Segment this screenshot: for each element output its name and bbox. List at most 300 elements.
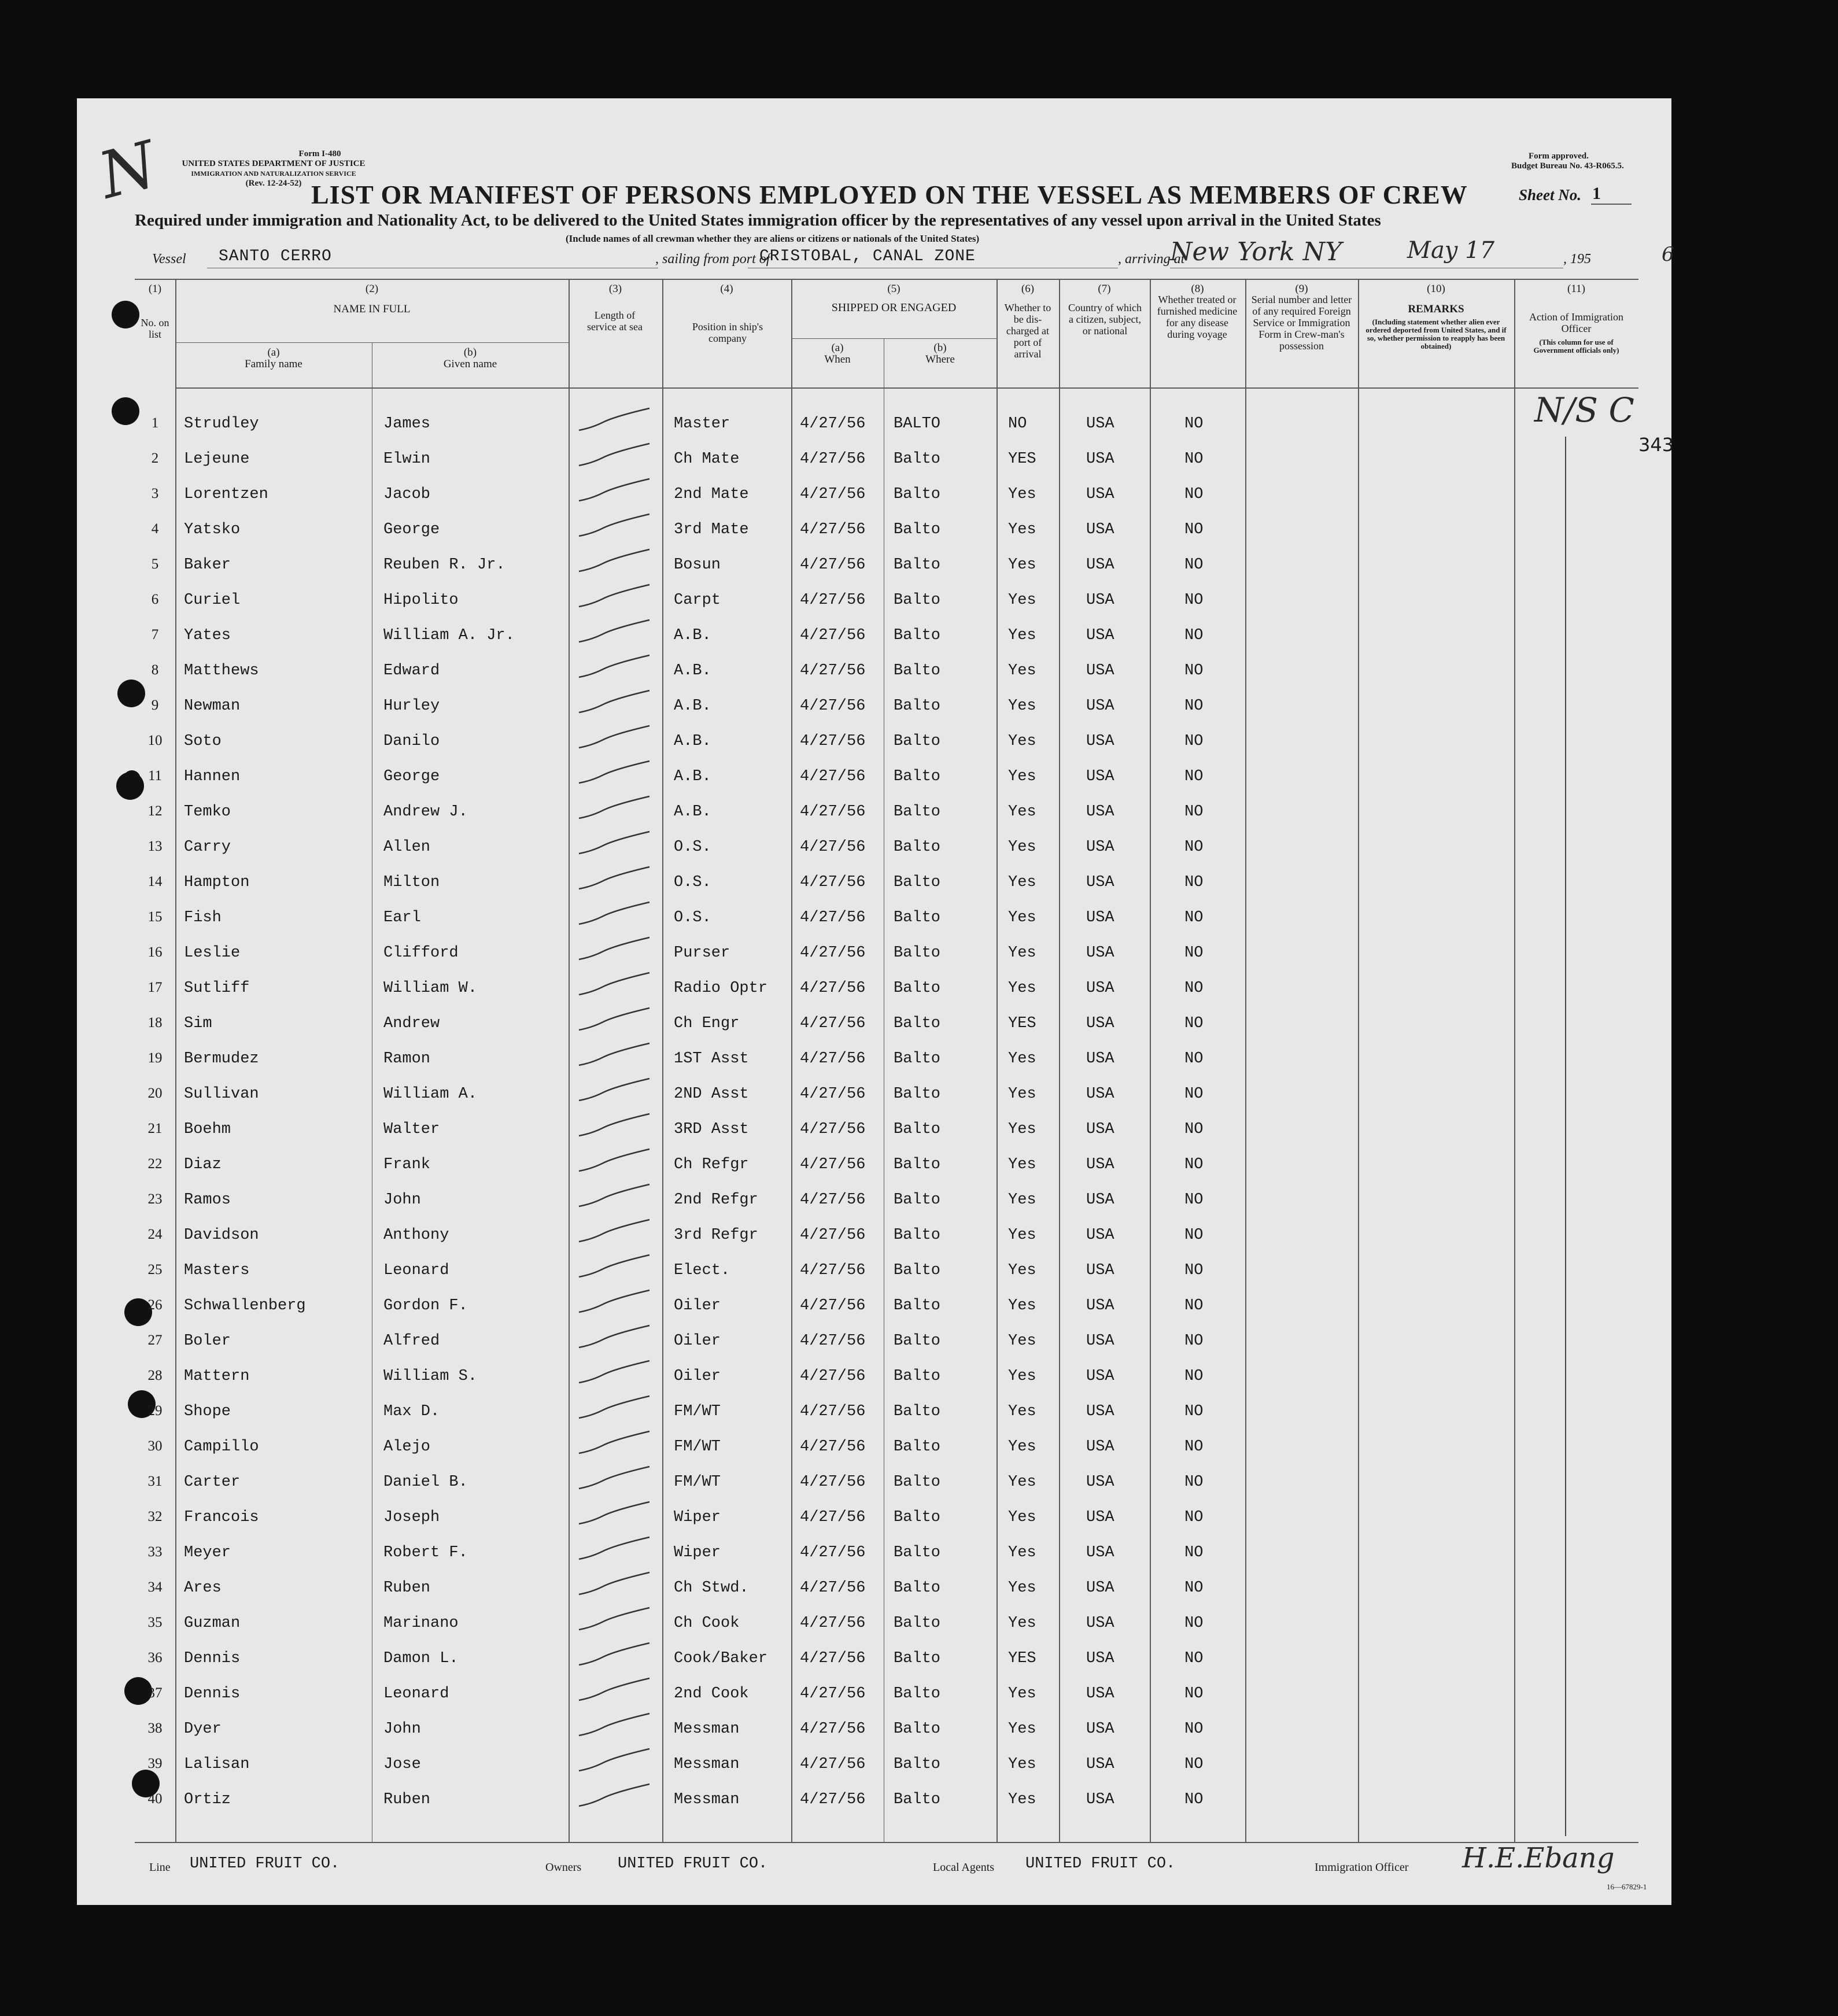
col-name-in-full: NAME IN FULL	[333, 303, 411, 315]
crew-where: Balto	[894, 1579, 941, 1597]
action-note: (This column for use of Government officials only)	[1533, 338, 1619, 355]
crew-given: Anthony	[383, 1227, 449, 1244]
service-check-mark	[574, 1604, 655, 1633]
crew-position: Bosun	[674, 556, 721, 574]
officer-label: Immigration Officer	[1315, 1861, 1409, 1874]
col-serial-number: Serial number and letter of any required Foreign Service or Immigration Form in Crew-man's possession	[1251, 294, 1352, 352]
crew-where: Balto	[894, 1332, 941, 1350]
col-divider	[1358, 279, 1359, 1842]
crew-where: Balto	[894, 1085, 941, 1103]
crew-treated: NO	[1184, 1227, 1204, 1244]
service-check-mark	[574, 546, 655, 575]
crew-when: 4/27/56	[800, 1297, 866, 1315]
crew-country: USA	[1086, 1791, 1114, 1808]
crew-treated: NO	[1184, 1474, 1204, 1491]
service-check-mark	[574, 758, 655, 787]
crew-given: Clifford	[383, 944, 459, 962]
crew-discharged: Yes	[1008, 1544, 1036, 1561]
crew-when: 4/27/56	[800, 1050, 866, 1068]
crew-family: Yates	[184, 627, 231, 644]
crew-no: 39	[147, 1756, 163, 1771]
crew-country: USA	[1086, 556, 1114, 574]
crew-when: 4/27/56	[800, 1685, 866, 1703]
crew-where: Balto	[894, 1156, 941, 1173]
crew-position: 2nd Mate	[674, 486, 749, 503]
col-no-on-list: No. on list	[141, 317, 169, 340]
col-length-of-service: Length of service at sea	[587, 309, 643, 333]
service-check-mark	[574, 1569, 655, 1598]
crew-when: 4/27/56	[800, 486, 866, 503]
crew-when: 4/27/56	[800, 874, 866, 891]
service-check-mark	[574, 1393, 655, 1421]
crew-no: 40	[147, 1791, 163, 1807]
crew-family: Leslie	[184, 944, 241, 962]
crew-treated: NO	[1184, 415, 1204, 433]
service: IMMIGRATION AND NATURALIZATION SERVICE	[191, 169, 356, 178]
crew-no: 16	[147, 944, 163, 960]
crew-position: A.B.	[674, 803, 711, 821]
crew-when: 4/27/56	[800, 1227, 866, 1244]
crew-no: 13	[147, 839, 163, 854]
family-a: (a)	[267, 346, 280, 359]
crew-treated: NO	[1184, 1756, 1204, 1773]
crew-discharged: Yes	[1008, 1720, 1036, 1738]
crew-when: 4/27/56	[800, 451, 866, 468]
crew-family: Bermudez	[184, 1050, 259, 1068]
crew-country: USA	[1086, 909, 1114, 926]
crew-discharged: Yes	[1008, 1332, 1036, 1350]
crew-where: Balto	[894, 839, 941, 856]
crew-country: USA	[1086, 980, 1114, 997]
crew-no: 34	[147, 1579, 163, 1595]
where-b: (b)	[933, 342, 947, 354]
crew-treated: NO	[1184, 592, 1204, 609]
crew-where: Balto	[894, 1368, 941, 1385]
service-check-mark	[574, 1463, 655, 1492]
crew-no: 37	[147, 1685, 163, 1701]
crew-no: 32	[147, 1509, 163, 1524]
service-check-mark	[574, 1498, 655, 1527]
crew-family: Yatsko	[184, 521, 241, 538]
crew-position: Carpt	[674, 592, 721, 609]
crew-given: Robert F.	[383, 1544, 468, 1561]
crew-country: USA	[1086, 1332, 1114, 1350]
crew-country: USA	[1086, 1050, 1114, 1068]
crew-position: Cook/Baker	[674, 1650, 768, 1667]
crew-given: Milton	[383, 874, 440, 891]
crew-treated: NO	[1184, 1121, 1204, 1138]
crew-family: Ortiz	[184, 1791, 231, 1808]
crew-given: Allen	[383, 839, 431, 856]
crew-family: Lorentzen	[184, 486, 268, 503]
col11-number: (11)	[1567, 283, 1585, 295]
crew-discharged: Yes	[1008, 768, 1036, 785]
col-divider	[1245, 279, 1246, 1842]
col-action: Action of Immigration Officer	[1529, 311, 1623, 334]
crew-position: Ch Engr	[674, 1015, 740, 1032]
col-when: When	[824, 353, 851, 365]
crew-discharged: Yes	[1008, 1474, 1036, 1491]
sheet-label: Sheet No.	[1519, 186, 1581, 204]
crew-treated: NO	[1184, 1368, 1204, 1385]
crew-treated: NO	[1184, 733, 1204, 750]
crew-no: 6	[151, 592, 159, 607]
crew-when: 4/27/56	[800, 1720, 866, 1738]
crew-when: 4/27/56	[800, 1332, 866, 1350]
crew-treated: NO	[1184, 1191, 1204, 1209]
crew-where: Balto	[894, 1720, 941, 1738]
crew-family: Boler	[184, 1332, 231, 1350]
crew-discharged: Yes	[1008, 1085, 1036, 1103]
col-divider	[662, 279, 663, 1842]
crew-discharged: Yes	[1008, 1403, 1036, 1420]
crew-no: 38	[147, 1720, 163, 1736]
crew-no: 30	[147, 1438, 163, 1454]
crew-where: Balto	[894, 1050, 941, 1068]
service-check-mark	[574, 934, 655, 963]
crew-country: USA	[1086, 1685, 1114, 1703]
crew-no: 23	[147, 1191, 163, 1207]
service-check-mark	[574, 1110, 655, 1139]
service-check-mark	[574, 828, 655, 857]
crew-when: 4/27/56	[800, 592, 866, 609]
crew-country: USA	[1086, 839, 1114, 856]
margin-mark: N	[91, 127, 165, 213]
crew-position: Elect.	[674, 1262, 730, 1279]
crew-no: 20	[147, 1085, 163, 1101]
crew-treated: NO	[1184, 839, 1204, 856]
crew-where: Balto	[894, 944, 941, 962]
year-prefix: , 195	[1563, 252, 1591, 267]
service-check-mark	[574, 1710, 655, 1739]
crew-given: Hurley	[383, 697, 440, 715]
revision: (Rev. 12-24-52)	[245, 179, 302, 188]
crew-discharged: Yes	[1008, 1791, 1036, 1808]
crew-country: USA	[1086, 1509, 1114, 1526]
crew-discharged: Yes	[1008, 944, 1036, 962]
crew-family: Dyer	[184, 1720, 222, 1738]
col-where: Where	[925, 353, 955, 365]
service-check-mark	[574, 1640, 655, 1668]
crew-where: Balto	[894, 662, 941, 680]
crew-discharged: Yes	[1008, 1368, 1036, 1385]
crew-given: Joseph	[383, 1509, 440, 1526]
crew-where: Balto	[894, 1509, 941, 1526]
crew-when: 4/27/56	[800, 1015, 866, 1032]
crew-position: Oiler	[674, 1332, 721, 1350]
crew-where: Balto	[894, 803, 941, 821]
crew-family: Fish	[184, 909, 222, 926]
service-check-mark	[574, 1181, 655, 1210]
table-top-border	[135, 279, 1638, 280]
crew-position: Radio Optr	[674, 980, 768, 997]
crew-given: Ruben	[383, 1579, 431, 1597]
crew-family: Ares	[184, 1579, 222, 1597]
crew-position: Purser	[674, 944, 730, 962]
crew-where: Balto	[894, 1227, 941, 1244]
crew-country: USA	[1086, 1474, 1114, 1491]
crew-treated: NO	[1184, 1509, 1204, 1526]
service-check-mark	[574, 899, 655, 928]
crew-given: George	[383, 768, 440, 785]
crew-position: Ch Stwd.	[674, 1579, 749, 1597]
crew-given: Walter	[383, 1121, 440, 1138]
crew-country: USA	[1086, 521, 1114, 538]
crew-treated: NO	[1184, 697, 1204, 715]
service-check-mark	[574, 1675, 655, 1704]
crew-family: Meyer	[184, 1544, 231, 1561]
crew-no: 8	[151, 662, 159, 678]
crew-discharged: Yes	[1008, 1121, 1036, 1138]
crew-family: Soto	[184, 733, 222, 750]
service-check-mark	[574, 581, 655, 610]
crew-discharged: Yes	[1008, 980, 1036, 997]
crew-when: 4/27/56	[800, 803, 866, 821]
crew-family: Curiel	[184, 592, 241, 609]
crew-treated: NO	[1184, 874, 1204, 891]
crew-position: FM/WT	[674, 1403, 721, 1420]
crew-no: 33	[147, 1544, 163, 1560]
form-approved: Form approved.	[1529, 152, 1589, 161]
service-check-mark	[574, 1534, 655, 1563]
crew-where: Balto	[894, 1191, 941, 1209]
crew-no: 4	[151, 521, 159, 537]
crew-no: 24	[147, 1227, 163, 1242]
crew-position: Master	[674, 415, 730, 433]
crew-discharged: Yes	[1008, 697, 1036, 715]
crew-where: Balto	[894, 768, 941, 785]
crew-position: 2nd Cook	[674, 1685, 749, 1703]
crew-when: 4/27/56	[800, 1474, 866, 1491]
department: UNITED STATES DEPARTMENT OF JUSTICE	[182, 159, 366, 168]
crew-when: 4/27/56	[800, 521, 866, 538]
crew-given: Frank	[383, 1156, 431, 1173]
service-check-mark	[574, 969, 655, 998]
crew-position: Messman	[674, 1720, 740, 1738]
crew-country: USA	[1086, 486, 1114, 503]
action-mark: N/S C	[1534, 390, 1634, 430]
arrival-date: May 17	[1407, 237, 1495, 264]
crew-given: Leonard	[383, 1262, 449, 1279]
crew-family: Mattern	[184, 1368, 250, 1385]
crew-no: 17	[147, 980, 163, 995]
crew-family: Diaz	[184, 1156, 222, 1173]
subtitle: Required under immigration and Nationality Act, to be delivered to the United States immigration officer by the representatives of any vessel upon arrival in the United States	[135, 211, 1381, 230]
crew-family: Carry	[184, 839, 231, 856]
budget-number: Budget Bureau No. 43-R065.5.	[1511, 161, 1624, 171]
crew-treated: NO	[1184, 1685, 1204, 1703]
crew-given: Alfred	[383, 1332, 440, 1350]
crew-when: 4/27/56	[800, 627, 866, 644]
crew-given: Marinano	[383, 1615, 459, 1632]
service-check-mark	[574, 1322, 655, 1351]
crew-treated: NO	[1184, 1791, 1204, 1808]
crew-where: Balto	[894, 1615, 941, 1632]
crew-family: Hampton	[184, 874, 250, 891]
crew-country: USA	[1086, 1720, 1114, 1738]
crew-where: BALTO	[894, 415, 941, 433]
crew-given: William W.	[383, 980, 478, 997]
crew-position: A.B.	[674, 627, 711, 644]
crew-family: Masters	[184, 1262, 250, 1279]
agents-label: Local Agents	[933, 1861, 995, 1874]
col-divider	[1514, 279, 1515, 1842]
crew-position: Messman	[674, 1791, 740, 1808]
crew-where: Balto	[894, 521, 941, 538]
crew-treated: NO	[1184, 944, 1204, 962]
crew-no: 10	[147, 733, 163, 748]
crew-family: Lalisan	[184, 1756, 250, 1773]
crew-position: A.B.	[674, 697, 711, 715]
crew-position: A.B.	[674, 733, 711, 750]
crew-when: 4/27/56	[800, 1544, 866, 1561]
service-check-mark	[574, 511, 655, 540]
crew-no: 28	[147, 1368, 163, 1383]
crew-treated: NO	[1184, 451, 1204, 468]
crew-when: 4/27/56	[800, 1191, 866, 1209]
crew-given: Gordon F.	[383, 1297, 468, 1315]
crew-when: 4/27/56	[800, 1650, 866, 1667]
crew-given: Elwin	[383, 451, 431, 468]
crew-no: 5	[151, 556, 159, 572]
action-number: 343	[1638, 434, 1674, 456]
crew-where: Balto	[894, 1756, 941, 1773]
crew-when: 4/27/56	[800, 697, 866, 715]
col2-number: (2)	[365, 283, 379, 295]
crew-no: 2	[151, 451, 159, 466]
departure-port: CRISTOBAL, CANAL ZONE	[759, 248, 976, 265]
crew-where: Balto	[894, 909, 941, 926]
crew-given: Andrew	[383, 1015, 440, 1032]
crew-treated: NO	[1184, 1579, 1204, 1597]
crew-country: USA	[1086, 592, 1114, 609]
crew-when: 4/27/56	[800, 1262, 866, 1279]
crew-position: O.S.	[674, 874, 711, 891]
crew-when: 4/27/56	[800, 944, 866, 962]
crew-discharged: Yes	[1008, 1262, 1036, 1279]
col-divider	[1059, 279, 1060, 1842]
crew-position: 2ND Asst	[674, 1085, 749, 1103]
crew-given: Max D.	[383, 1403, 440, 1420]
crew-family: Dennis	[184, 1685, 241, 1703]
col10-number: (10)	[1427, 283, 1445, 295]
service-check-mark	[574, 1146, 655, 1175]
service-check-mark	[574, 1251, 655, 1280]
crew-discharged: Yes	[1008, 874, 1036, 891]
crew-discharged: Yes	[1008, 592, 1036, 609]
crew-discharged: Yes	[1008, 1438, 1036, 1456]
crew-treated: NO	[1184, 627, 1204, 644]
crew-discharged: Yes	[1008, 803, 1036, 821]
crew-treated: NO	[1184, 1438, 1204, 1456]
crew-when: 4/27/56	[800, 733, 866, 750]
crew-treated: NO	[1184, 1050, 1204, 1068]
crew-when: 4/27/56	[800, 768, 866, 785]
crew-no: 26	[147, 1297, 163, 1313]
crew-when: 4/27/56	[800, 1756, 866, 1773]
crew-position: Ch Cook	[674, 1615, 740, 1632]
crew-when: 4/27/56	[800, 1791, 866, 1808]
crew-discharged: Yes	[1008, 733, 1036, 750]
crew-given: Ruben	[383, 1791, 431, 1808]
crew-given: Earl	[383, 909, 421, 926]
crew-family: Ramos	[184, 1191, 231, 1209]
crew-no: 25	[147, 1262, 163, 1277]
when-a: (a)	[831, 342, 844, 354]
service-check-mark	[574, 1040, 655, 1069]
crew-treated: NO	[1184, 980, 1204, 997]
crew-given: William A. Jr.	[383, 627, 515, 644]
crew-family: Boehm	[184, 1121, 231, 1138]
crew-given: Daniel B.	[383, 1474, 468, 1491]
crew-discharged: Yes	[1008, 1191, 1036, 1209]
crew-no: 11	[147, 768, 163, 784]
vessel-name: SANTO CERRO	[219, 248, 332, 265]
year-digit: 6	[1662, 243, 1674, 266]
crew-no: 21	[147, 1121, 163, 1136]
crew-country: USA	[1086, 1121, 1114, 1138]
crew-family: Lejeune	[184, 451, 250, 468]
crew-country: USA	[1086, 1085, 1114, 1103]
crew-when: 4/27/56	[800, 415, 866, 433]
crew-discharged: Yes	[1008, 1579, 1036, 1597]
crew-country: USA	[1086, 1015, 1114, 1032]
crew-when: 4/27/56	[800, 980, 866, 997]
crew-given: Ramon	[383, 1050, 431, 1068]
crew-no: 31	[147, 1474, 163, 1489]
crew-when: 4/27/56	[800, 662, 866, 680]
col-position: Position in ship's company	[692, 321, 763, 344]
crew-position: A.B.	[674, 768, 711, 785]
crew-given: Reuben R. Jr.	[383, 556, 505, 574]
crew-family: Dennis	[184, 1650, 241, 1667]
col5-number: (5)	[887, 283, 900, 295]
crew-treated: NO	[1184, 1615, 1204, 1632]
crew-position: 3RD Asst	[674, 1121, 749, 1138]
service-check-mark	[574, 1075, 655, 1104]
sheet-number: 1	[1592, 184, 1601, 203]
crew-discharged: Yes	[1008, 1509, 1036, 1526]
crew-country: USA	[1086, 768, 1114, 785]
crew-country: USA	[1086, 1297, 1114, 1315]
crew-family: Sutliff	[184, 980, 250, 997]
crew-no: 12	[147, 803, 163, 819]
crew-family: Carter	[184, 1474, 241, 1491]
crew-treated: NO	[1184, 1403, 1204, 1420]
approval-block	[1511, 152, 1624, 171]
crew-discharged: YES	[1008, 1015, 1036, 1032]
action-handwritten-line	[1565, 437, 1566, 1836]
crew-where: Balto	[894, 980, 941, 997]
crew-no: 7	[151, 627, 159, 643]
crew-treated: NO	[1184, 1650, 1204, 1667]
crew-discharged: Yes	[1008, 627, 1036, 644]
crew-where: Balto	[894, 486, 941, 503]
crew-when: 4/27/56	[800, 1368, 866, 1385]
crew-where: Balto	[894, 556, 941, 574]
crew-country: USA	[1086, 874, 1114, 891]
crew-where: Balto	[894, 1297, 941, 1315]
col-family-name: Family name	[245, 358, 302, 370]
sailing-label: , sailing from port of	[655, 252, 770, 267]
crew-given: George	[383, 521, 440, 538]
crew-position: A.B.	[674, 662, 711, 680]
crew-discharged: YES	[1008, 1650, 1036, 1667]
crew-where: Balto	[894, 1791, 941, 1808]
crew-family: Campillo	[184, 1438, 259, 1456]
col-divider	[1150, 279, 1151, 1842]
crew-country: USA	[1086, 1227, 1114, 1244]
